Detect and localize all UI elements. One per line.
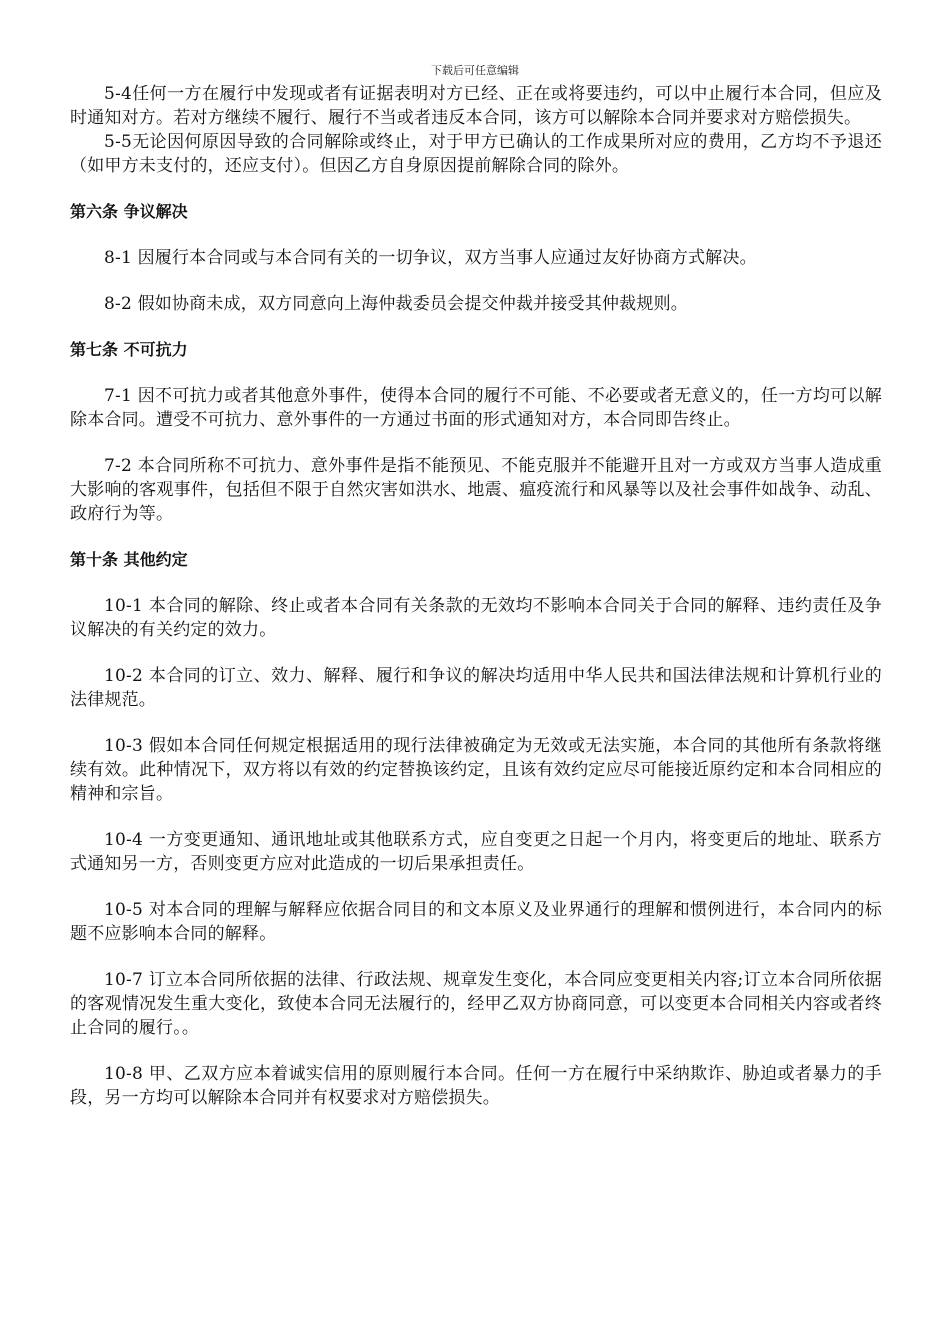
clause-8-2: 8-2 假如协商未成，双方同意向上海仲裁委员会提交仲裁并接受其仲裁规则。 bbox=[104, 294, 688, 314]
clause-10-4: 10-4 一方变更通知、通讯地址或其他联系方式，应自变更之日起一个月内，将变更后的地址、联系方式通知另一方，否则变更方应对此造成的一切后果承担责任。 bbox=[70, 830, 882, 874]
clause-10-3: 10-3 假如本合同任何规定根据适用的现行法律被确定为无效或无法实施，本合同的其他所有条款将继续有效。此种情况下，双方将以有效的约定替换该约定，且该有效约定应尽可能接近原约定和本合同相应的精神和宗旨。 bbox=[70, 736, 882, 804]
clause-10-7: 10-7 订立本合同所依据的法律、行政法规、规章发生变化，本合同应变更相关内容;订立本合同所依据的客观情况发生重大变化，致使本合同无法履行的，经甲乙双方协商同意，可以变更本合同相关内容或者终止合同的履行。。 bbox=[70, 970, 882, 1038]
clause-10-1: 10-1 本合同的解除、终止或者本合同有关条款的无效均不影响本合同关于合同的解释、违约责任及争议解决的有关约定的效力。 bbox=[70, 596, 882, 640]
clause-10-5: 10-5 对本合同的理解与解释应依据合同目的和文本原义及业界通行的理解和惯例进行，本合同内的标题不应影响本合同的解释。 bbox=[70, 900, 882, 944]
section-6-title: 第六条 争议解决 bbox=[70, 202, 188, 221]
clause-5-5: 5-5无论因何原因导致的合同解除或终止，对于甲方已确认的工作成果所对应的费用，乙方均不予退还（如甲方未支付的，还应支付）。但因乙方自身原因提前解除合同的除外。 bbox=[70, 132, 882, 176]
document-body bbox=[70, 82, 882, 1132]
clause-5-4: 5-4任何一方在履行中发现或者有证据表明对方已经、正在或将要违约，可以中止履行本合同，但应及时通知对方。若对方继续不履行、履行不当或者违反本合同，该方可以解除本合同并要求对方赔偿损失。 bbox=[70, 84, 882, 128]
clause-10-8: 10-8 甲、乙双方应本着诚实信用的原则履行本合同。任何一方在履行中采纳欺诈、胁迫或者暴力的手段，另一方均可以解除本合同并有权要求对方赔偿损失。 bbox=[70, 1064, 882, 1108]
clause-8-1: 8-1 因履行本合同或与本合同有关的一切争议，双方当事人应通过友好协商方式解决。 bbox=[104, 248, 757, 268]
clause-10-2: 10-2 本合同的订立、效力、解释、履行和争议的解决均适用中华人民共和国法律法规和计算机行业的法律规范。 bbox=[70, 666, 882, 710]
clause-7-2: 7-2 本合同所称不可抗力、意外事件是指不能预见、不能克服并不能避开且对一方或双方当事人造成重大影响的客观事件，包括但不限于自然灾害如洪水、地震、瘟疫流行和风暴等以及社会事件如战争、动乱、政府行为等。 bbox=[70, 456, 882, 524]
section-10-title: 第十条 其他约定 bbox=[70, 550, 188, 569]
clause-7-1: 7-1 因不可抗力或者其他意外事件，使得本合同的履行不可能、不必要或者无意义的，任一方均可以解除本合同。遭受不可抗力、意外事件的一方通过书面的形式通知对方，本合同即告终止。 bbox=[70, 386, 882, 430]
section-7-title: 第七条 不可抗力 bbox=[70, 340, 188, 359]
page-header-note: 下载后可任意编辑 bbox=[431, 64, 519, 77]
